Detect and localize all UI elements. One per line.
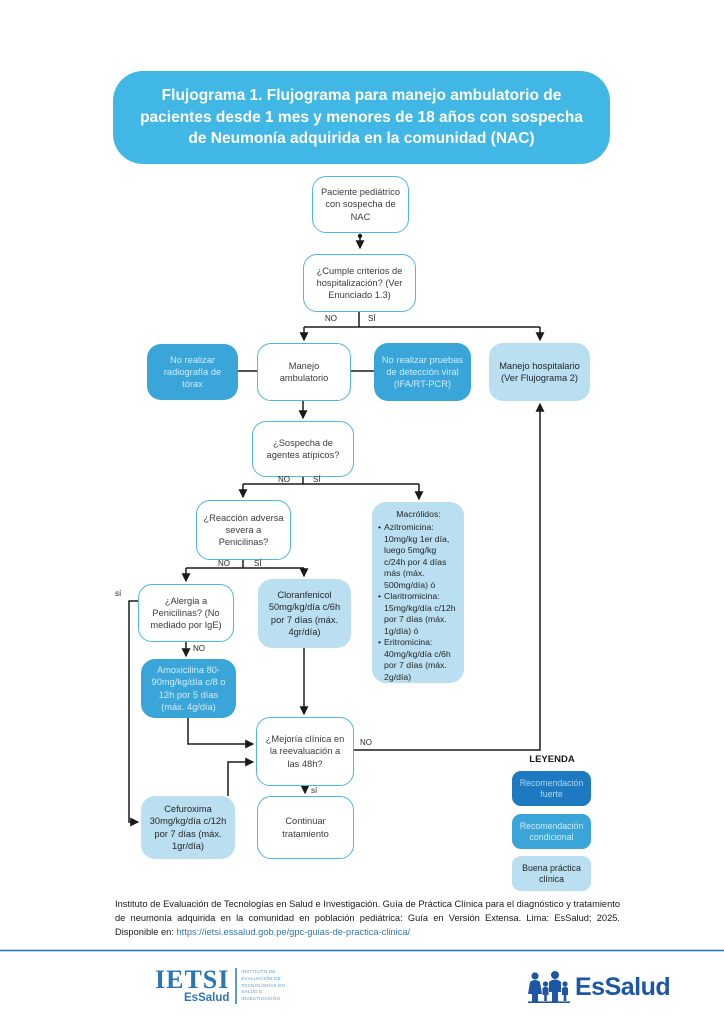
node-amoxicilina: Amoxicilina 80-90mg/kg/día c/8 o 12h por 5 días (máx. 4g/día) (141, 659, 236, 718)
page-title: Flujograma 1. Flujograma para manejo ambulatorio de pacientes desde 1 mes y menores de 18 años con sospecha de Neumonía adquirida en la comunidad (NAC) (113, 71, 610, 164)
node-cloranfenicol: Cloranfenicol 50mg/kg/día c/6h por 7 días (máx. 4gr/día) (258, 579, 351, 648)
ietsi-logo-bar (235, 968, 237, 1004)
ietsi-logo-subtext: EsSalud (184, 991, 230, 1004)
legend-conditional-recommendation: Recomendación condicional (512, 814, 591, 849)
edge-label-alergia-si: sí (115, 589, 122, 598)
citation-link[interactable]: https://ietsi.essalud.gob.pe/gpc-guias-de-practica-clinica/ (176, 926, 411, 937)
edge-label-criterios-si: SÍ (368, 314, 376, 323)
ietsi-logo (155, 965, 286, 1004)
node-no-radiografia: No realizar radiografía de tórax (147, 344, 238, 400)
node-macrolidos (372, 502, 464, 683)
node-alergia-penicilinas: ¿Alergia a Penicilinas? (No mediado por IgE) (138, 584, 234, 642)
node-paciente-pediatrico: Paciente pediátrico con sospecha de NAC (312, 176, 409, 233)
node-no-pruebas-virales: No realizar pruebas de detección viral (IFA/RT-PCR) (374, 343, 471, 401)
legend-good-practice: Buena práctica clínica (512, 856, 591, 891)
edge-label-criterios-no: NO (325, 314, 337, 323)
node-reaccion-adversa: ¿Reacción adversa severa a Penicilinas? (196, 500, 291, 560)
node-criterios-hospitalizacion: ¿Cumple criterios de hospitalización? (Ver Enunciado 1.3) (303, 254, 416, 312)
edge-label-reaccion-si: SÍ (254, 559, 262, 568)
node-cefuroxima: Cefuroxima 30mg/kg/día c/12h por 7 días (máx. 1gr/día) (141, 796, 235, 859)
macrolidos-item-eritromicina: • Eritromicina: 40mg/kg/día c/6h por 7 días (máx. 2g/día) (378, 637, 459, 683)
edge-label-sospecha-si: SÍ (313, 475, 321, 484)
macrolidos-item-azitromicina: • Azitromicina: 10mg/kg 1er día, luego 5mg/kg c/24h por 4 días más (máx. 500mg/día) ó (378, 522, 459, 591)
edge-label-mejoria-si: sí (311, 786, 318, 795)
ietsi-logo-side-text: INSTITUTO DE EVALUACIÓN DE TECNOLOGÍAS EN SALUD E INVESTIGACIÓN (241, 969, 286, 1002)
ietsi-logo-text: IETSI (155, 965, 230, 994)
node-manejo-ambulatorio: Manejo ambulatorio (257, 343, 351, 401)
node-manejo-hospitalario: Manejo hospitalario (Ver Flujograma 2) (489, 343, 590, 401)
citation (115, 898, 620, 940)
footer-divider (0, 949, 724, 952)
edge-label-sospecha-no: NO (278, 475, 290, 484)
citation-text: Instituto de Evaluación de Tecnologías en Salud e Investigación. Guía de Práctica Clínica para el diagnóstico y tratamiento de neumonía adquirida en la comunidad en población pediátrica: Guía en Versión Extensa. Lima: EsSalud; 2025. Disponible en: (115, 899, 620, 937)
macrolidos-item-claritromicina: • Claritromicina: 15mg/kg/día c/12h por 7 días (máx. 1g/día) ó (378, 591, 459, 637)
essalud-logo (528, 970, 670, 1004)
legend-title: LEYENDA (529, 754, 575, 765)
essalud-family-icon (528, 970, 572, 1004)
edge-label-mejoria-no: NO (360, 738, 372, 747)
legend-strong-recommendation: Recomendación fuerte (512, 771, 591, 806)
node-mejoria-clinica: ¿Mejoría clínica en la reevaluación a las 48h? (256, 717, 354, 786)
edge-label-reaccion-no: NO (218, 559, 230, 568)
node-continuar-tratamiento: Continuar tratamiento (257, 796, 354, 859)
macrolidos-title: Macrólidos: (396, 509, 441, 519)
node-sospecha-atipicos: ¿Sospecha de agentes atípicos? (252, 421, 354, 477)
edge-label-alergia-no: NO (193, 644, 205, 653)
essalud-logo-text: EsSalud (575, 972, 671, 1001)
